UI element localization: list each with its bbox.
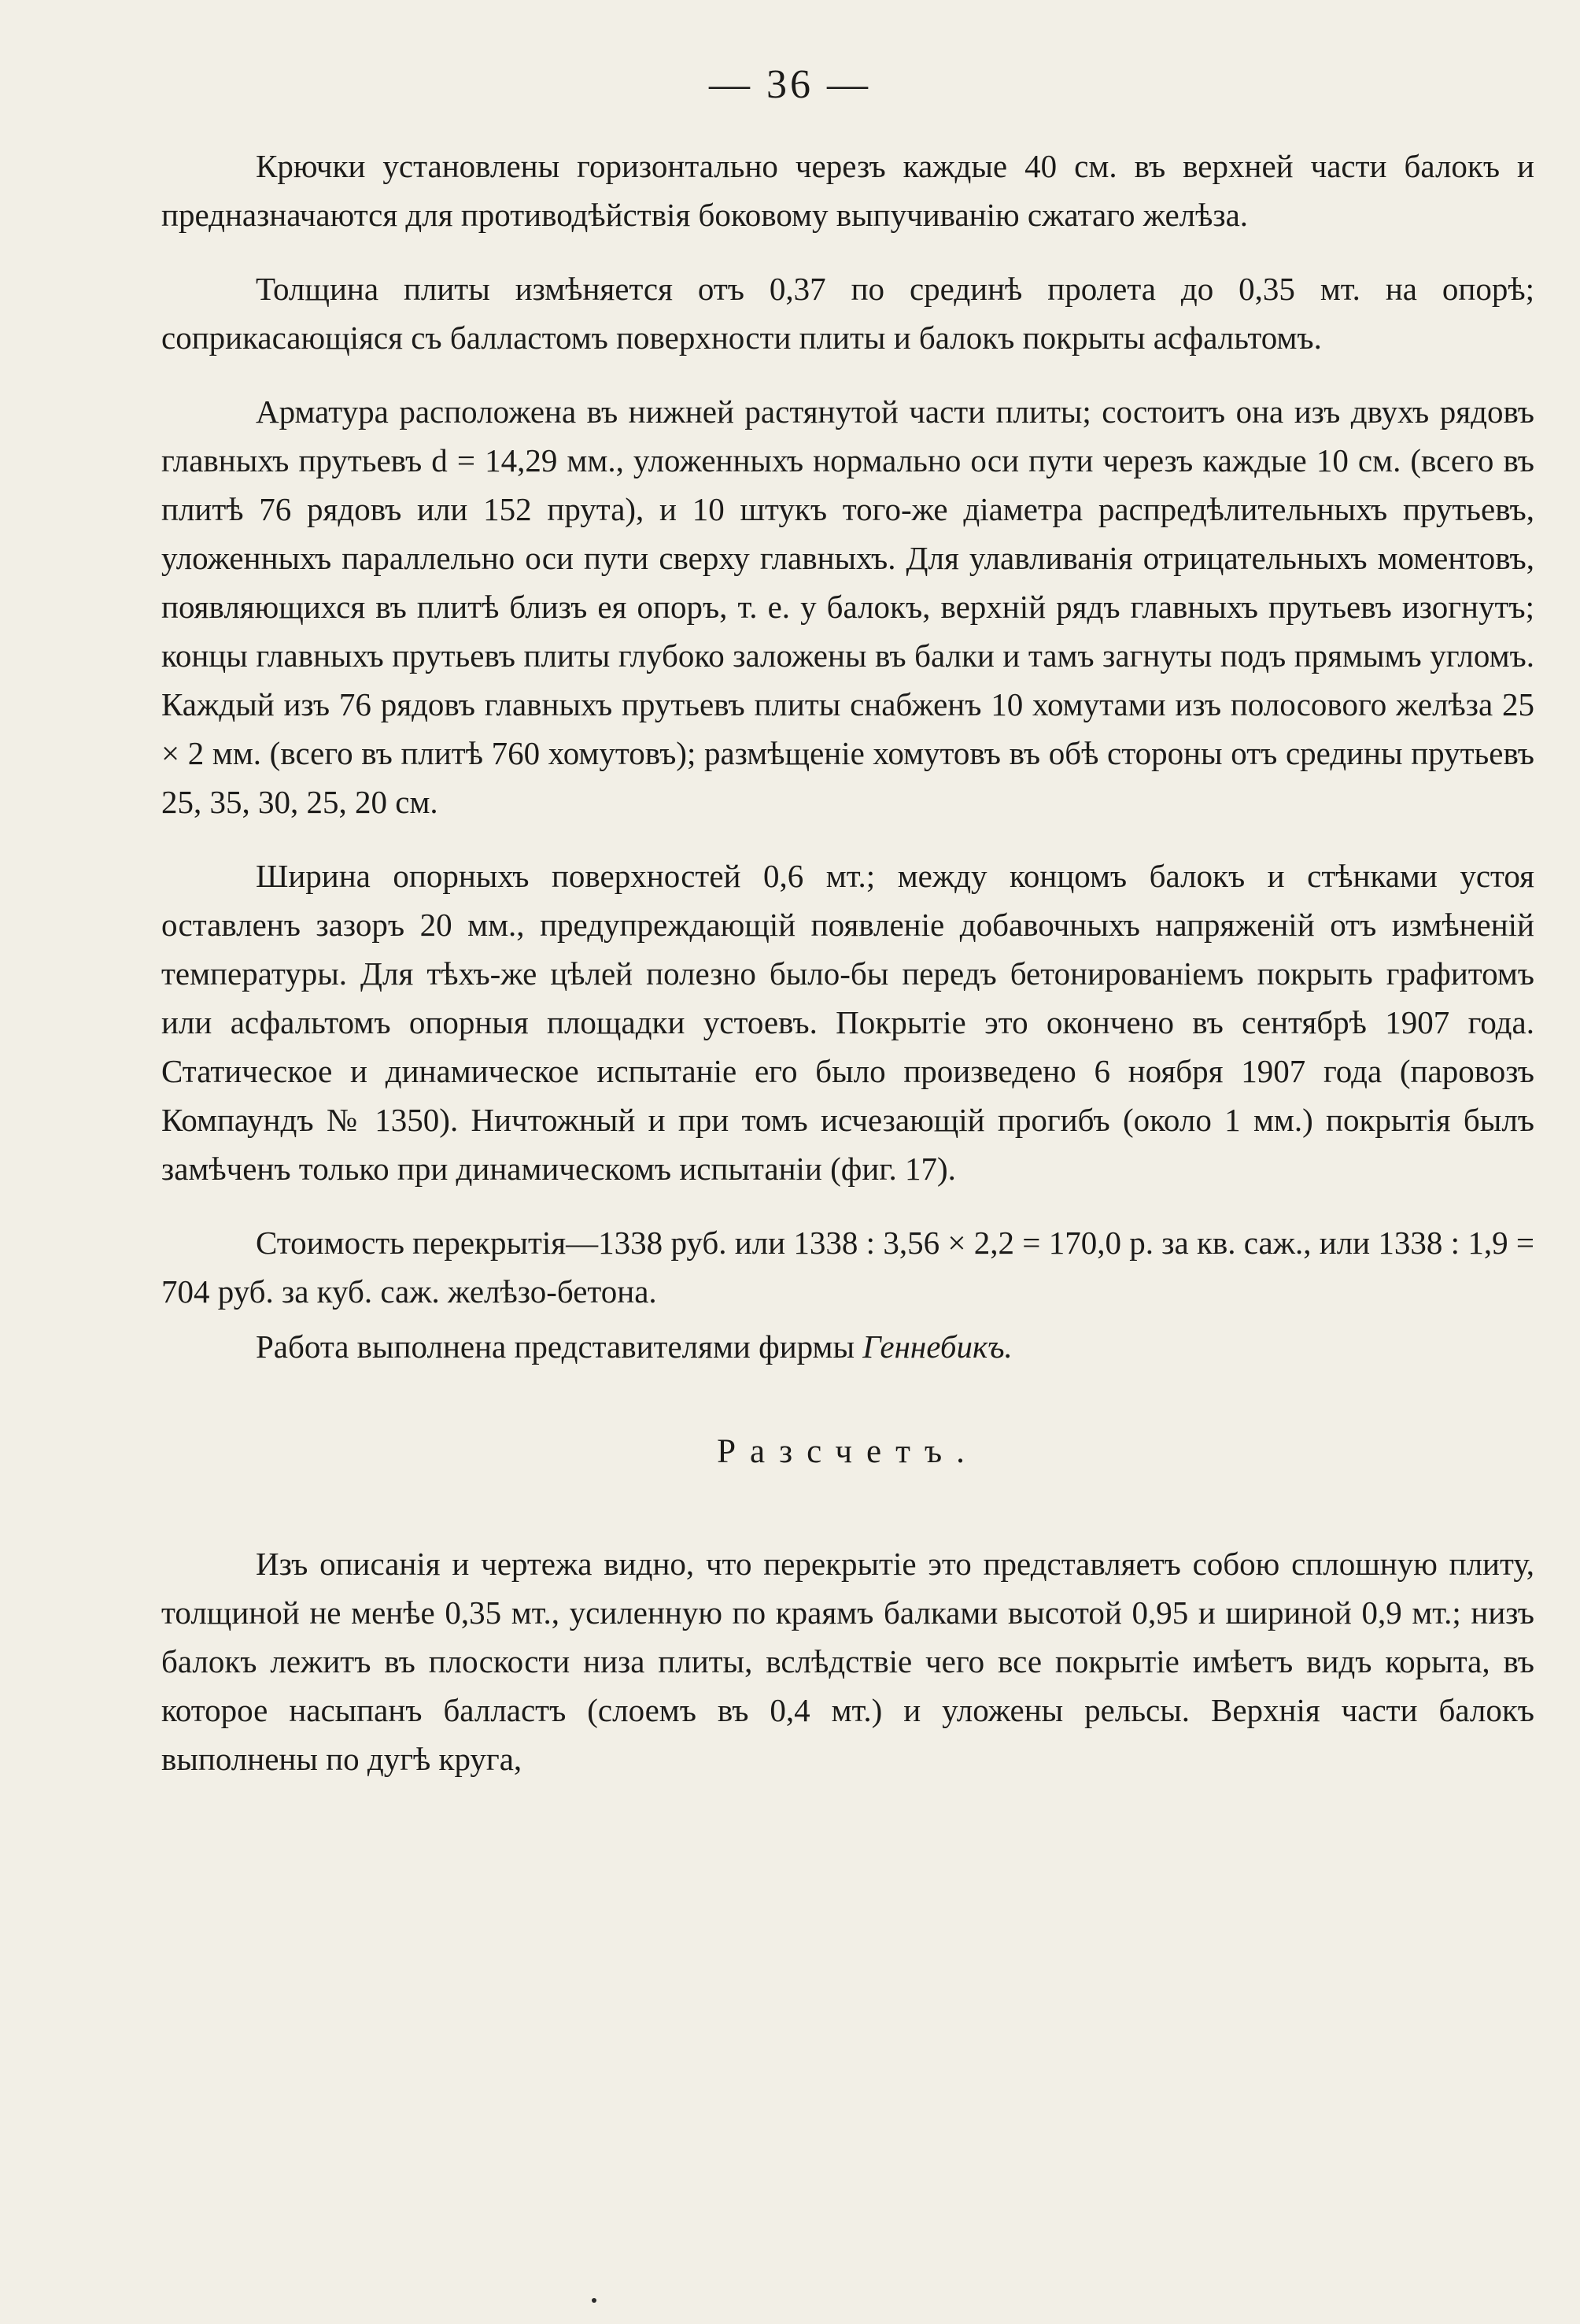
page-number: — 36 — (709, 62, 871, 107)
print-speck (592, 2298, 596, 2303)
section-heading: Разсчетъ. (717, 1433, 979, 1470)
paragraph-calculation: Изъ описанія и чертежа видно, что перекрытіе это представляетъ собою сплошную плиту, толщиной не менѣе 0,35 мт., усиленную по краямъ балками высотой 0,95 и шириной 0,9 мт.; низъ балокъ лежитъ въ плоскости низа плиты, вслѣдствіе чего все покрытіе имѣетъ видъ корыта, въ которое насыпанъ балластъ (слоемъ въ 0,4 мт.) и уложены рельсы. Верхнія части балокъ выполнены по дугѣ круга, (161, 1546, 1534, 1777)
paragraph-slab-thickness: Толщина плиты измѣняется отъ 0,37 по срединѣ пролета до 0,35 мт. на опорѣ; соприкасающіяся съ балластомъ поверхности плиты и балокъ покрыты асфальтомъ. (161, 271, 1534, 356)
body-text (161, 142, 1534, 1809)
paragraph-hooks: Крючки установлены горизонтально черезъ каждые 40 см. въ верхней части балокъ и предназначаются для противодѣйствія боковому выпучиванію сжатаго желѣза. (161, 148, 1534, 233)
paragraph-cost: Стоимость перекрытія—1338 руб. или 1338 : 3,56 × 2,2 = 170,0 р. за кв. саж., или 1338 : 1,9 = 704 руб. за куб. саж. желѣзо-бетона. (161, 1225, 1534, 1310)
work-line-text: Работа выполнена представителями фирмы (256, 1328, 855, 1365)
paragraph-bearing-surfaces: Ширина опорныхъ поверхностей 0,6 мт.; между концомъ балокъ и стѣнками устоя оставленъ зазоръ 20 мм., предупреждающій появленіе добавочныхъ напряженій отъ измѣненій температуры. Для тѣхъ-же цѣлей полезно было-бы передъ бетонированіемъ покрыть графитомъ или асфальтомъ опорныя площадки устоевъ. Покрытіе это окончено въ сентябрѣ 1907 года. Статическое и динамическое испытаніе его было произведено 6 ноября 1907 года (паровозъ Компаундъ № 1350). Ничтожный и при томъ исчезающій прогибъ (около 1 мм.) покрытія былъ замѣченъ только при динамическомъ испытаніи (фиг. 17). (161, 858, 1534, 1187)
firm-name: Геннебикъ. (862, 1328, 1013, 1365)
paragraph-reinforcement: Арматура расположена въ нижней растянутой части плиты; состоитъ она изъ двухъ рядовъ главныхъ прутьевъ d = 14,29 мм., уложенныхъ нормально оси пути черезъ каждые 10 см. (всего въ плитѣ 76 рядовъ или 152 прута), и 10 штукъ того-же діаметра распредѣлительныхъ прутьевъ, уложенныхъ параллельно оси пути сверху главныхъ. Для улавливанія отрицательныхъ моментовъ, появляющихся въ плитѣ близъ ея опоръ, т. е. у балокъ, верхній рядъ главныхъ прутьевъ изогнутъ; концы главныхъ прутьевъ плиты глубоко заложены въ балки и тамъ загнуты подъ прямымъ угломъ. Каждый изъ 76 рядовъ главныхъ прутьевъ плиты снабженъ 10 хомутами изъ полосового желѣза 25 × 2 мм. (всего въ плитѣ 760 хомутовъ); размѣщеніе хомутовъ въ обѣ стороны отъ средины прутьевъ 25, 35, 30, 25, 20 см. (161, 393, 1534, 820)
paragraph-work-performed (161, 1322, 1534, 1371)
